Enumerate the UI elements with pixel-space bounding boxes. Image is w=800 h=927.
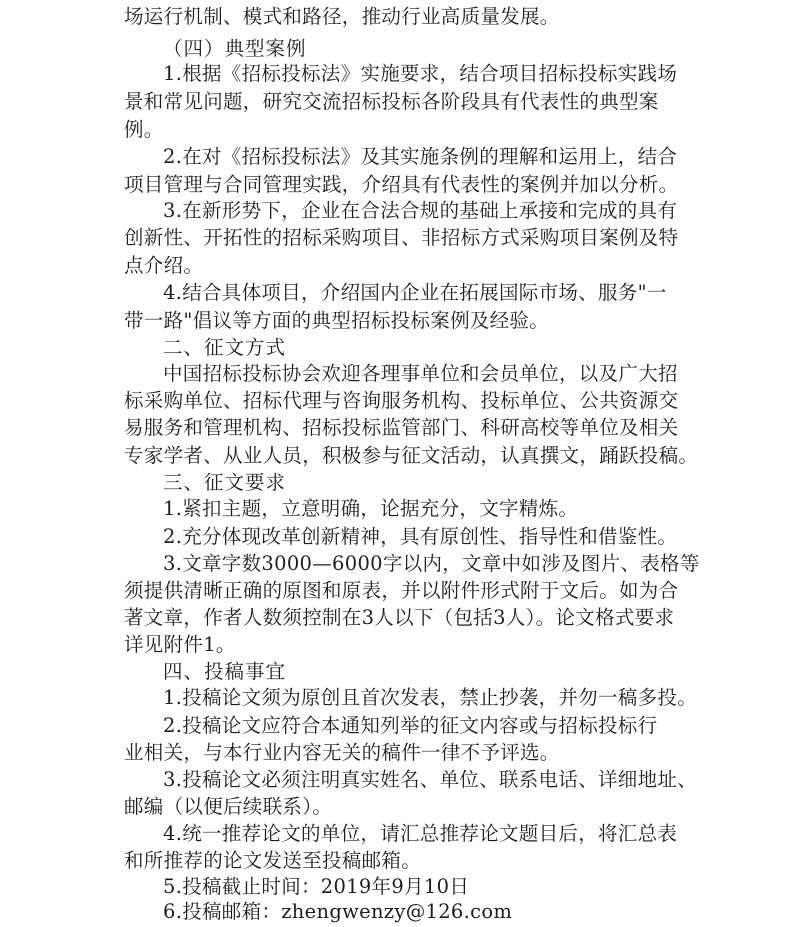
case-1-line-3: 例。 xyxy=(124,118,164,141)
submission-deadline-line: 5.投稿截止时间：2019年9月10日 xyxy=(163,875,470,898)
requirement-3-line-2: 须提供清晰正确的原图和原表，并以附件形式附于文后。如为合 xyxy=(124,579,679,602)
case-4-line-1: 4.结合具体项目，介绍国内企业在拓展国际市场、服务"一 xyxy=(163,281,667,304)
submission-4-line-2: 和所推荐的论文发送至投稿邮箱。 xyxy=(124,849,422,872)
method-line-1: 中国招标投标协会欢迎各理事单位和会员单位，以及广大招 xyxy=(163,362,678,385)
method-line-2: 标采购单位、招标代理与咨询服务机构、投标单位、公共资源交 xyxy=(124,389,679,412)
submission-email-line: 6.投稿邮箱：zhengwenzy@126.com xyxy=(163,900,513,923)
submission-3-line-1: 3.投稿论文必须注明真实姓名、单位、联系电话、详细地址、 xyxy=(163,768,698,791)
submission-1-line: 1.投稿论文须为原创且首次发表，禁止抄袭，并勿一稿多投。 xyxy=(163,686,698,709)
case-1-line-2: 景和常见问题，研究交流招标投标各阶段具有代表性的典型案 xyxy=(124,90,659,113)
submission-4-line-1: 4.统一推荐论文的单位，请汇总推荐论文题目后，将汇总表 xyxy=(163,822,678,845)
case-4-line-2: 带一路"倡议等方面的典型招标投标案例及经验。 xyxy=(124,309,550,332)
requirement-1-line: 1.紧扣主题，立意明确，论据充分，文字精炼。 xyxy=(163,497,579,520)
method-line-3: 易服务和管理机构、招标投标监管部门、科研高校等单位及相关 xyxy=(124,416,679,439)
case-3-line-2: 创新性、开拓性的招标采购项目、非招标方式采购项目案例及特 xyxy=(124,226,679,249)
method-heading: 二、征文方式 xyxy=(163,336,287,359)
submission-2-line-1: 2.投稿论文应符合本通知列举的征文内容或与招标投标行 xyxy=(163,714,658,737)
requirement-2-line: 2.充分体现改革创新精神，具有原创性、指导性和借鉴性。 xyxy=(163,525,678,548)
typical-cases-heading: （四）典型案例 xyxy=(163,37,307,60)
case-2-line-1: 2.在对《招标投标法》及其实施条例的理解和运用上，结合 xyxy=(163,145,678,168)
submission-heading: 四、投稿事宜 xyxy=(163,660,287,683)
case-3-line-1: 3.在新形势下，企业在合法合规的基础上承接和完成的具有 xyxy=(163,199,678,222)
submission-2-line-2: 业相关，与本行业内容无关的稿件一律不予评选。 xyxy=(124,741,560,764)
requirement-3-line-1: 3.文章字数3000—6000字以内，文章中如涉及图片、表格等 xyxy=(163,552,700,575)
case-1-line-1: 1.根据《招标投标法》实施要求，结合项目招标投标实践场 xyxy=(163,62,678,85)
requirements-heading: 三、征文要求 xyxy=(163,471,287,494)
intro-tail-line: 场运行机制、模式和路径，推动行业高质量发展。 xyxy=(124,5,560,28)
case-2-line-2: 项目管理与合同管理实践，介绍具有代表性的案例并加以分析。 xyxy=(124,173,679,196)
requirement-3-line-4: 详见附件1。 xyxy=(124,633,236,656)
requirement-3-line-3: 著文章，作者人数须控制在3人以下（包括3人）。论文格式要求 xyxy=(124,606,675,629)
method-line-4: 专家学者、从业人员，积极参与征文活动，认真撰文，踊跃投稿。 xyxy=(124,444,699,467)
case-3-line-3: 点介绍。 xyxy=(124,254,204,277)
submission-3-line-2: 邮编（以便后续联系）。 xyxy=(124,795,333,818)
